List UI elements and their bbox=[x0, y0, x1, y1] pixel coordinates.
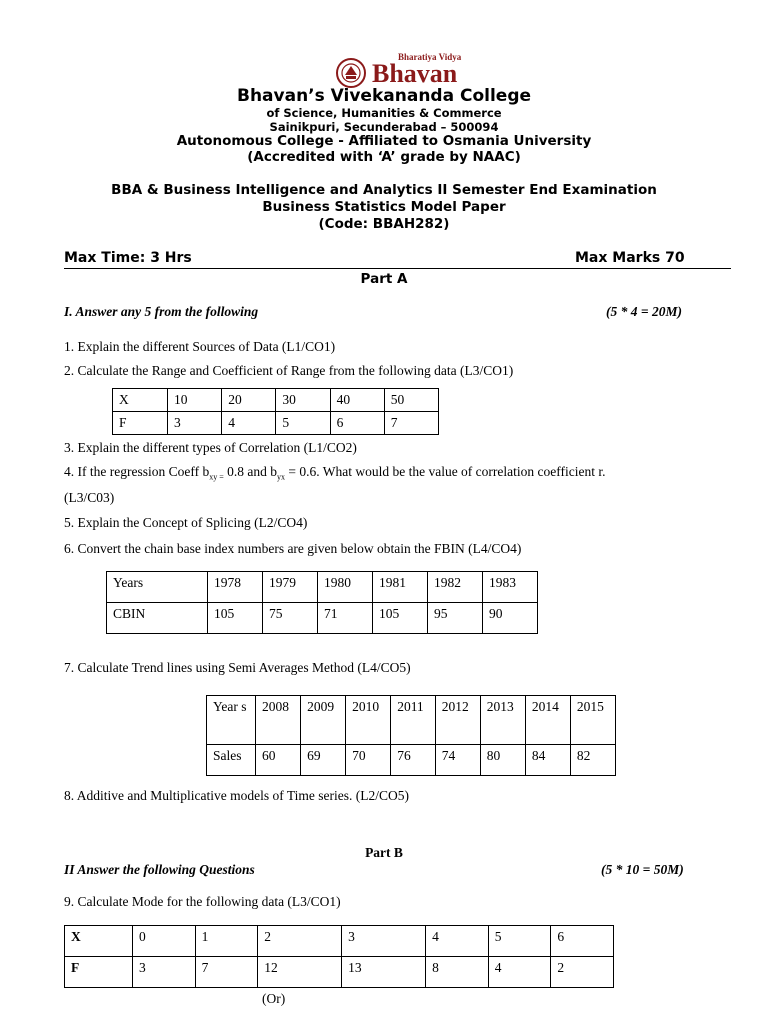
table-cell: F bbox=[113, 412, 168, 435]
table-cell: 69 bbox=[301, 745, 346, 776]
question-9: 9. Calculate Mode for the following data (L3/CO1) bbox=[64, 894, 341, 909]
college-address: Sainikpuri, Secunderabad – 500094 bbox=[269, 120, 499, 134]
question-4 bbox=[64, 464, 606, 482]
part-b-title: Part B bbox=[365, 845, 403, 860]
table-cell: 20 bbox=[222, 389, 276, 412]
q4-subscript-xy: xy = bbox=[209, 472, 224, 482]
table-row bbox=[107, 603, 538, 634]
table-cell: 0 bbox=[133, 926, 196, 957]
college-subtitle: of Science, Humanities & Commerce bbox=[266, 106, 502, 120]
q2-data-table bbox=[112, 388, 439, 435]
question-1: 1. Explain the different Sources of Data (L1/CO1) bbox=[64, 339, 336, 354]
table-cell: 50 bbox=[384, 389, 438, 412]
college-accreditation: (Accredited with ‘A’ grade by NAAC) bbox=[247, 149, 521, 165]
table-cell: 1 bbox=[195, 926, 258, 957]
table-row bbox=[65, 957, 614, 988]
q4-subscript-yx: yx bbox=[276, 472, 285, 482]
table-cell: 1981 bbox=[373, 572, 428, 603]
table-cell: X bbox=[113, 389, 168, 412]
question-8: 8. Additive and Multiplicative models of Time series. (L2/CO5) bbox=[64, 788, 409, 803]
table-cell: 60 bbox=[256, 745, 301, 776]
table-cell: 5 bbox=[276, 412, 330, 435]
table-cell: X bbox=[65, 926, 133, 957]
table-cell: 3 bbox=[133, 957, 196, 988]
table-cell: 84 bbox=[525, 745, 570, 776]
table-cell: 2011 bbox=[391, 696, 436, 745]
paper-title: Business Statistics Model Paper bbox=[262, 199, 506, 215]
table-cell: 2 bbox=[258, 926, 342, 957]
table-cell: 10 bbox=[168, 389, 222, 412]
question-4-level: (L3/C03) bbox=[64, 490, 115, 505]
or-separator: (Or) bbox=[262, 991, 286, 1006]
table-cell: 7 bbox=[195, 957, 258, 988]
table-row bbox=[207, 745, 616, 776]
table-cell: 8 bbox=[426, 957, 489, 988]
table-cell: 2009 bbox=[301, 696, 346, 745]
table-cell: 105 bbox=[373, 603, 428, 634]
table-cell: 6 bbox=[330, 412, 384, 435]
table-cell: 1982 bbox=[428, 572, 483, 603]
table-row bbox=[207, 696, 616, 745]
table-cell: 3 bbox=[342, 926, 426, 957]
table-cell: Years bbox=[107, 572, 208, 603]
table-cell: 13 bbox=[342, 957, 426, 988]
table-cell: 1979 bbox=[263, 572, 318, 603]
table-row bbox=[113, 389, 439, 412]
table-cell: 74 bbox=[435, 745, 480, 776]
max-marks: Max Marks 70 bbox=[575, 250, 685, 266]
table-cell: 40 bbox=[330, 389, 384, 412]
table-cell: 30 bbox=[276, 389, 330, 412]
exam-title: BBA & Business Intelligence and Analytics II Semester End Examination bbox=[111, 182, 657, 198]
part-b-instruction: II Answer the following Questions bbox=[64, 862, 255, 877]
part-b-marks: (5 * 10 = 50M) bbox=[601, 862, 684, 877]
q4-text-mid: 0.8 and b bbox=[223, 464, 277, 479]
part-a-marks: (5 * 4 = 20M) bbox=[606, 304, 682, 319]
question-6: 6. Convert the chain base index numbers are given below obtain the FBIN (L4/CO4) bbox=[64, 541, 522, 556]
table-cell: 90 bbox=[483, 603, 538, 634]
table-cell: 7 bbox=[384, 412, 438, 435]
table-cell: 4 bbox=[222, 412, 276, 435]
college-affiliation: Autonomous College - Affiliated to Osmania University bbox=[176, 133, 592, 149]
logo-big-text: Bhavan bbox=[372, 59, 458, 88]
table-cell: 82 bbox=[570, 745, 615, 776]
table-cell: 2015 bbox=[570, 696, 615, 745]
question-5: 5. Explain the Concept of Splicing (L2/CO4) bbox=[64, 515, 308, 530]
part-a-title: Part A bbox=[360, 271, 408, 287]
table-cell: Year s bbox=[207, 696, 256, 745]
question-7: 7. Calculate Trend lines using Semi Averages Method (L4/CO5) bbox=[64, 660, 411, 675]
table-cell: 1980 bbox=[318, 572, 373, 603]
table-cell: 2 bbox=[551, 957, 614, 988]
table-cell: 2013 bbox=[480, 696, 525, 745]
table-cell: 3 bbox=[168, 412, 222, 435]
q4-text-start: 4. If the regression Coeff b bbox=[64, 464, 210, 479]
table-cell: 2010 bbox=[346, 696, 391, 745]
table-cell: 2012 bbox=[435, 696, 480, 745]
q6-index-table bbox=[106, 571, 538, 634]
logo-small-text: Bharatiya Vidya bbox=[398, 52, 462, 62]
table-cell: 6 bbox=[551, 926, 614, 957]
table-cell: 1983 bbox=[483, 572, 538, 603]
table-cell: 75 bbox=[263, 603, 318, 634]
table-cell: 2014 bbox=[525, 696, 570, 745]
part-a-instruction: I. Answer any 5 from the following bbox=[64, 304, 259, 319]
college-logo bbox=[332, 54, 462, 90]
table-cell: 95 bbox=[428, 603, 483, 634]
q4-text-end: = 0.6. What would be the value of correlation coefficient r. bbox=[284, 464, 606, 479]
table-cell: 71 bbox=[318, 603, 373, 634]
table-cell: 76 bbox=[391, 745, 436, 776]
table-cell: 1978 bbox=[208, 572, 263, 603]
table-cell: 12 bbox=[258, 957, 342, 988]
paper-code: (Code: BBAH282) bbox=[318, 216, 450, 232]
max-time: Max Time: 3 Hrs bbox=[64, 250, 192, 266]
table-cell: 2008 bbox=[256, 696, 301, 745]
table-row bbox=[107, 572, 538, 603]
table-row bbox=[113, 412, 439, 435]
q9-mode-table bbox=[64, 925, 614, 988]
table-row bbox=[65, 926, 614, 957]
table-cell: 80 bbox=[480, 745, 525, 776]
table-cell: CBIN bbox=[107, 603, 208, 634]
table-cell: F bbox=[65, 957, 133, 988]
table-cell: 105 bbox=[208, 603, 263, 634]
question-2: 2. Calculate the Range and Coefficient of Range from the following data (L3/CO1) bbox=[64, 363, 514, 378]
q7-sales-table bbox=[206, 695, 616, 776]
question-3: 3. Explain the different types of Correlation (L1/CO2) bbox=[64, 440, 357, 455]
table-cell: 4 bbox=[426, 926, 489, 957]
table-cell: 70 bbox=[346, 745, 391, 776]
table-cell: Sales bbox=[207, 745, 256, 776]
college-name: Bhavan’s Vivekananda College bbox=[236, 86, 532, 106]
table-cell: 5 bbox=[488, 926, 551, 957]
header-divider bbox=[64, 268, 731, 269]
table-cell: 4 bbox=[488, 957, 551, 988]
